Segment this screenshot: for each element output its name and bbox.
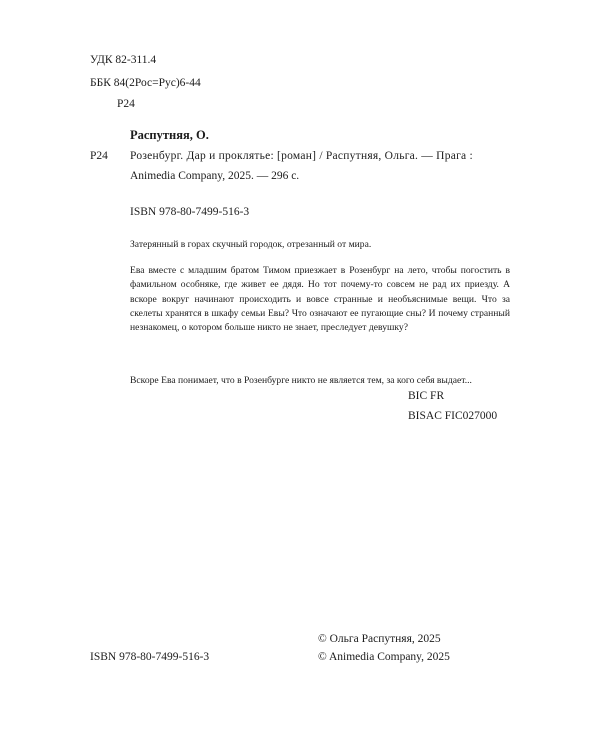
annotation-paragraph: Затерянный в горах скучный городок, отрезанный от мира.	[130, 239, 372, 250]
annotation-paragraph: Ева вместе с младшим братом Тимом приезжает в Розенбург на лето, чтобы погостить в фамильном особняке, где живет ее дядя. Но тот почему-то совсем не рад их приезду. А вскоре вокруг начинают происходить и вовсе странные и необъяснимые вещи. Что за скелеты хранятся в шкафу семьи Евы? Что означают ее пугающие сны? И почему странный незнакомец, о котором больше никто не знает, преследует девушку?	[130, 265, 510, 334]
udk-code: УДК 82-311.4	[90, 54, 157, 66]
copyright-author: © Ольга Распутняя, 2025	[318, 633, 441, 645]
author-mark-top: Р24	[117, 98, 135, 110]
author-heading: Распутняя, О.	[130, 128, 209, 142]
author-mark: Р24	[90, 150, 108, 162]
footer-isbn: ISBN 978-80-7499-516-3	[90, 651, 210, 663]
annotation-paragraph: Вскоре Ева понимает, что в Розенбурге никто не является тем, за кого себя выдает...	[130, 375, 472, 386]
bic-code: BIC FR	[408, 390, 445, 402]
copyright-publisher: © Animedia Company, 2025	[318, 651, 450, 663]
bisac-code: BISAC FIC027000	[408, 410, 498, 422]
bibliographic-description-line1: Розенбург. Дар и проклятье: [роман] / Распутняя, Ольга. — Прага :	[130, 150, 473, 162]
bibliographic-description-line2: Animedia Company, 2025. — 296 с.	[130, 170, 300, 182]
isbn: ISBN 978-80-7499-516-3	[130, 206, 250, 218]
bbk-code: ББК 84(2Рос=Рус)6-44	[90, 77, 201, 89]
